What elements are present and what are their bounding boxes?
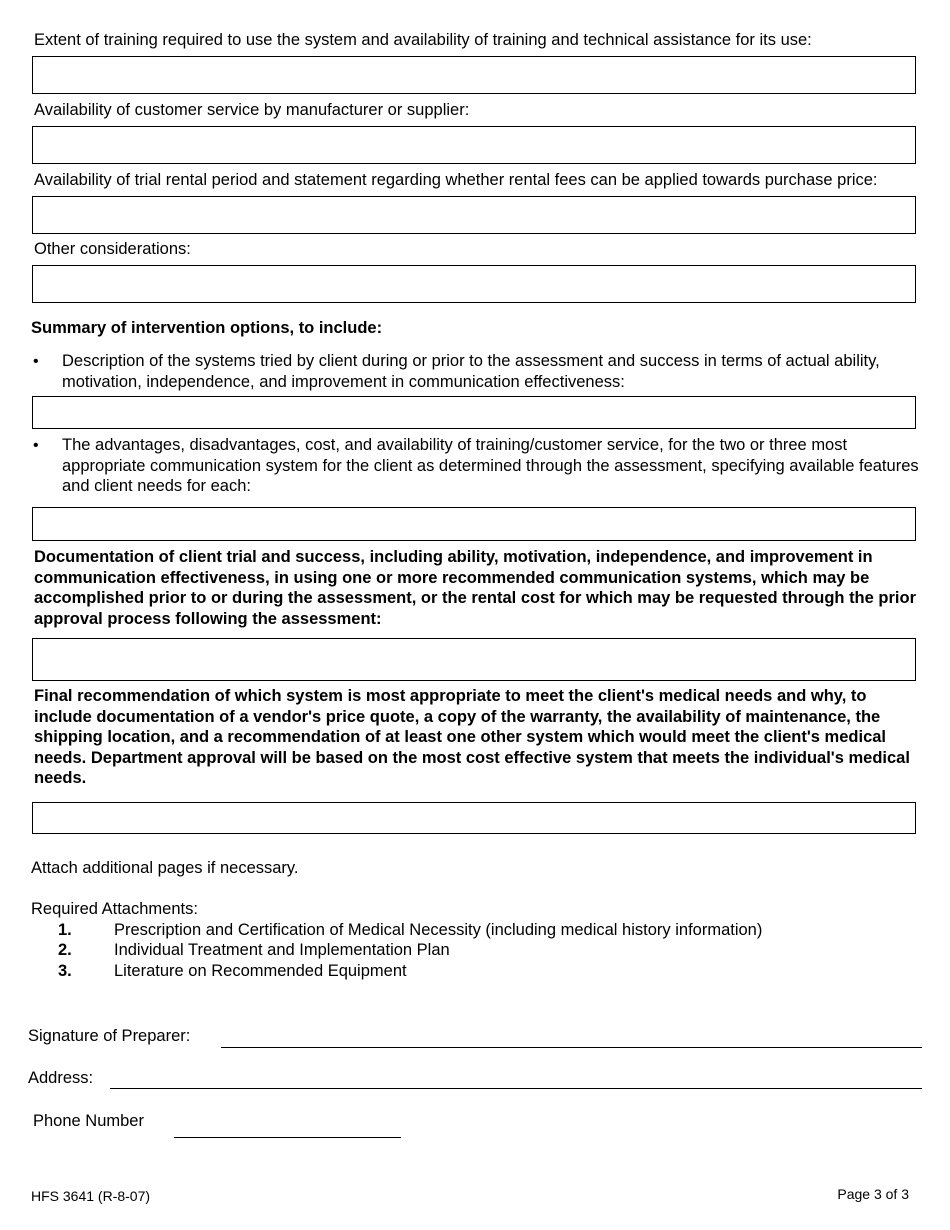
bullet-icon: •: [33, 437, 39, 454]
documentation-input[interactable]: [32, 638, 916, 681]
page-number: Page 3 of 3: [837, 1186, 909, 1202]
documentation-label: Documentation of client trial and success, including ability, motivation, independence, and improvement in communication effectiveness, in using one or more recommended communication systems, which may be accomplished prior to or during the assessment, or the rental cost for which may be requested through the prior approval process following the assessment:: [34, 548, 916, 628]
other-considerations-label: Other considerations:: [34, 240, 191, 258]
attach-note: Attach additional pages if necessary.: [31, 859, 299, 877]
signature-label: Signature of Preparer:: [28, 1027, 191, 1045]
summary-bullet-1: Description of the systems tried by client during or prior to the assessment and success in terms of actual ability, motivation, independence, and improvement in communication effectiveness:: [62, 352, 880, 391]
final-recommendation-label: Final recommendation of which system is most appropriate to meet the client's medical needs and why, to include documentation of a vendor's price quote, a copy of the warranty, the availability of maintenance, the shipping location, and a recommendation of at least one other system which would meet the client's medical needs. Department approval will be based on the most cost effective system that meets the individual's medical needs.: [34, 687, 910, 787]
form-id: HFS 3641 (R-8-07): [31, 1188, 151, 1204]
address-line[interactable]: [110, 1088, 922, 1089]
training-input[interactable]: [32, 56, 916, 94]
summary-bullet-2: The advantages, disadvantages, cost, and availability of training/customer service, for the two or three most appropriate communication system for the client as determined through the assessment, specifying available features and client needs for each:: [62, 436, 919, 495]
attachment-item: Literature on Recommended Equipment: [114, 962, 407, 980]
phone-label: Phone Number: [33, 1112, 144, 1130]
attachment-number: 2.: [58, 941, 72, 959]
attachment-item: Prescription and Certification of Medical Necessity (including medical history information): [114, 921, 763, 939]
attachment-number: 3.: [58, 962, 72, 980]
advantages-input[interactable]: [32, 507, 916, 541]
summary-heading: Summary of intervention options, to include:: [31, 319, 383, 337]
signature-line[interactable]: [221, 1047, 922, 1048]
attachment-number: 1.: [58, 921, 72, 939]
systems-tried-input[interactable]: [32, 396, 916, 429]
trial-rental-label: Availability of trial rental period and statement regarding whether rental fees can be applied towards purchase price:: [34, 171, 878, 189]
bullet-icon: •: [33, 353, 39, 370]
attachment-item: Individual Treatment and Implementation Plan: [114, 941, 450, 959]
address-label: Address:: [28, 1069, 94, 1087]
other-considerations-input[interactable]: [32, 265, 916, 303]
customer-service-input[interactable]: [32, 126, 916, 164]
final-recommendation-input[interactable]: [32, 802, 916, 834]
customer-service-label: Availability of customer service by manufacturer or supplier:: [34, 101, 470, 119]
trial-rental-input[interactable]: [32, 196, 916, 234]
training-label: Extent of training required to use the system and availability of training and technical assistance for its use:: [34, 31, 812, 49]
attachments-heading: Required Attachments:: [31, 900, 198, 918]
phone-line[interactable]: [174, 1137, 401, 1138]
